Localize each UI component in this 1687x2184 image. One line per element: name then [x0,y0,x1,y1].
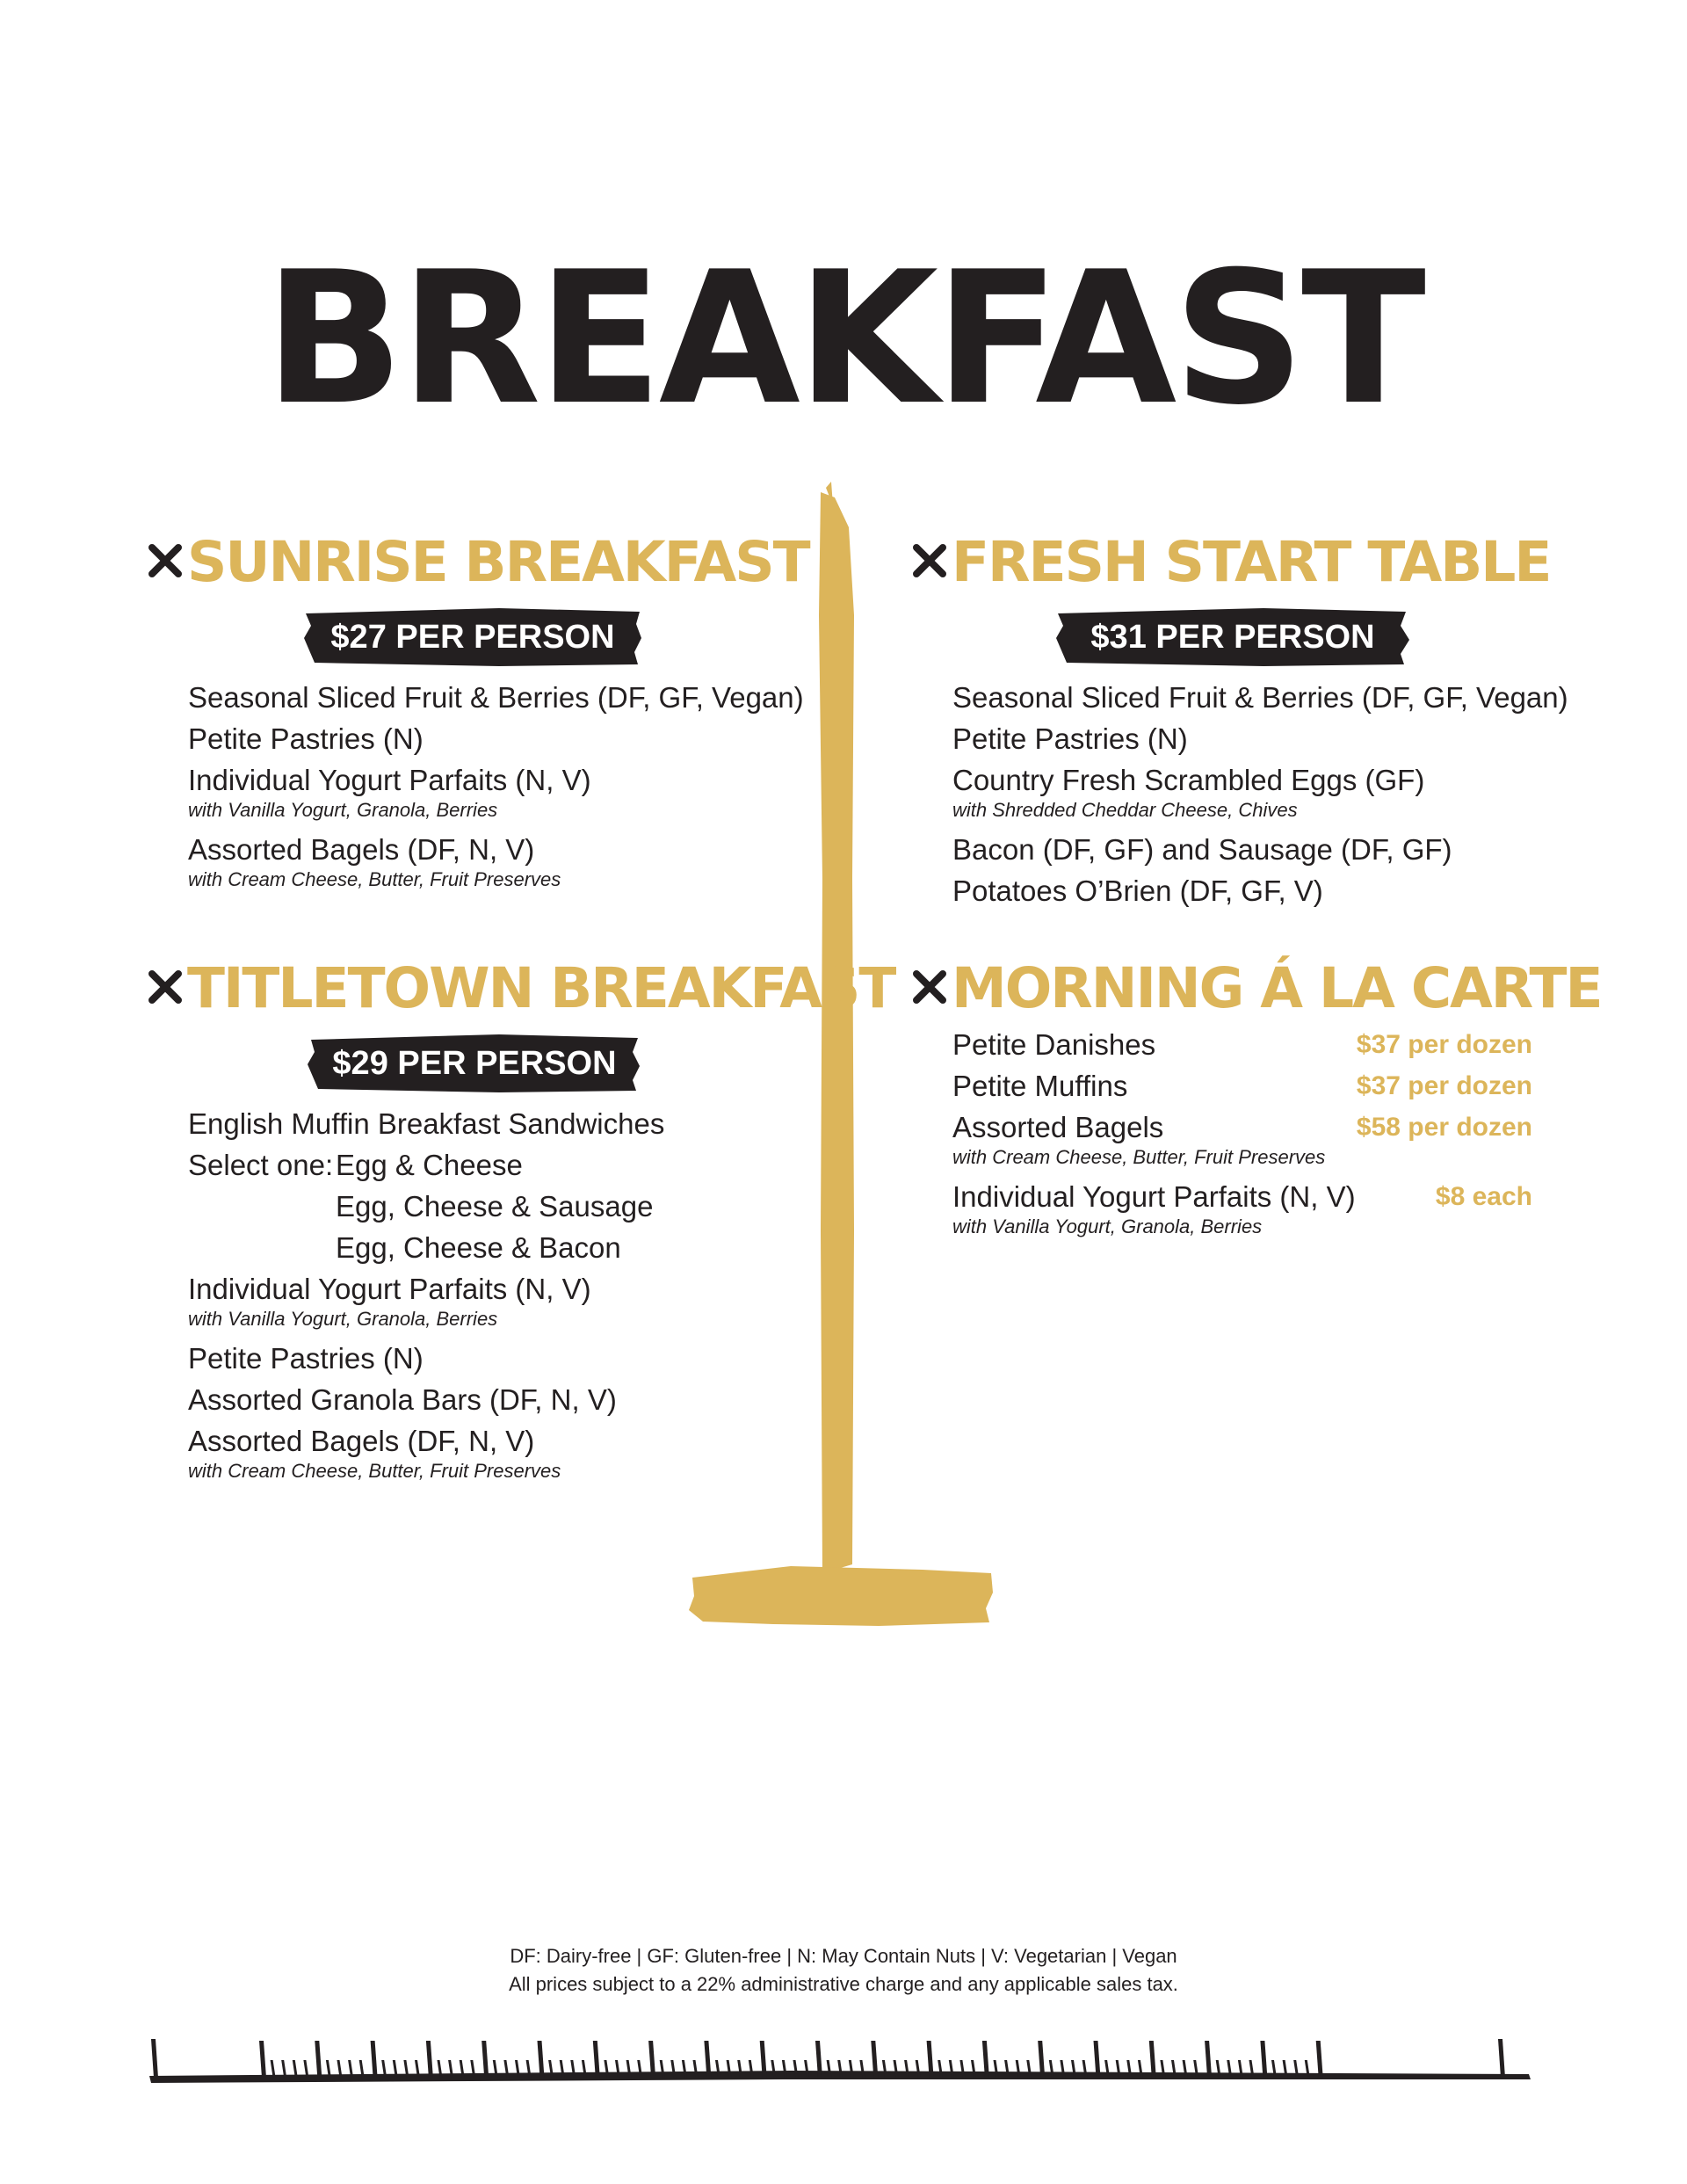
select-label: Select one: [188,1149,334,1181]
menu-item: Petite Pastries (N) [188,722,424,755]
item-description: with Cream Cheese, Butter, Fruit Preserves [188,1460,561,1482]
section-sunrise [148,527,815,898]
item-list [188,1103,815,1486]
section-titletown [148,954,895,1490]
item-description: with Cream Cheese, Butter, Fruit Preserves [188,868,561,890]
price-label: $27 PER PERSON [330,619,615,656]
select-one-group [188,1144,815,1268]
price-label: $29 PER PERSON [332,1045,617,1082]
menu-item: Individual Yogurt Parfaits (N, V) [952,1180,1356,1213]
x-icon [912,969,947,1005]
item-description: with Vanilla Yogurt, Granola, Berries [952,1215,1263,1237]
footer [0,1942,1687,1999]
item-price: $8 each [1435,1182,1532,1211]
price-badge [148,606,815,668]
menu-item: Petite Pastries (N) [952,722,1188,755]
menu-item: Assorted Granola Bars (DF, N, V) [188,1383,617,1416]
menu-item: Country Fresh Scrambled Eggs (GF) [952,764,1425,796]
item-description: with Vanilla Yogurt, Granola, Berries [188,1308,498,1330]
section-title: SUNRISE BREAKFAST [187,530,809,594]
x-icon [148,543,183,578]
menu-item: Assorted Bagels (DF, N, V) [188,833,535,866]
menu-item-row [952,1176,1532,1217]
item-list [952,677,1580,911]
price-badge [148,1033,815,1094]
x-icon [148,969,183,1005]
menu-item: Seasonal Sliced Fruit & Berries (DF, GF, Vegan) [952,681,1568,714]
menu-item: Individual Yogurt Parfaits (N, V) [188,1273,591,1305]
section-title: TITLETOWN BREAKFAST [187,956,895,1020]
menu-item: Individual Yogurt Parfaits (N, V) [188,764,591,796]
page-title: BREAKFAST [264,233,1423,446]
menu-item: Assorted Bagels [952,1111,1164,1143]
menu-item: Petite Danishes [952,1028,1156,1061]
dietary-legend: DF: Dairy-free | GF: Gluten-free | N: May Contain Nuts | V: Vegetarian | Vegan [510,1945,1177,1967]
option-item: Egg, Cheese & Sausage [336,1190,654,1223]
item-list [188,677,815,895]
menu-item: Seasonal Sliced Fruit & Berries (DF, GF, Vegan) [188,681,804,714]
price-badge [912,606,1580,668]
option-item: Egg, Cheese & Bacon [336,1231,621,1264]
menu-item: Petite Pastries (N) [188,1342,424,1375]
menu-item: English Muffin Breakfast Sandwiches [188,1107,665,1140]
menu-item: Assorted Bagels (DF, N, V) [188,1425,535,1457]
item-price: $37 per dozen [1356,1071,1532,1100]
menu-item-row [952,1024,1532,1065]
section-a-la-carte [912,954,1602,1245]
yardline-ruler [0,2021,1687,2092]
price-label: $31 PER PERSON [1090,619,1375,656]
menu-item-row [952,1107,1532,1148]
item-list [952,1024,1580,1242]
menu-item-row [952,1065,1532,1107]
item-description: with Cream Cheese, Butter, Fruit Preserves [952,1146,1326,1168]
item-description: with Vanilla Yogurt, Granola, Berries [188,799,498,821]
menu-item: Potatoes O’Brien (DF, GF, V) [952,874,1323,907]
item-description: with Shredded Cheddar Cheese, Chives [952,799,1298,821]
item-price: $58 per dozen [1356,1113,1532,1142]
pricing-note: All prices subject to a 22% administrative charge and any applicable sales tax. [509,1973,1178,1995]
x-icon [912,543,947,578]
section-title: MORNING Á LA CARTE [952,956,1602,1020]
section-fresh-start [912,527,1580,911]
menu-item: Bacon (DF, GF) and Sausage (DF, GF) [952,833,1452,866]
section-title: FRESH START TABLE [952,530,1551,594]
option-item: Egg & Cheese [336,1149,523,1181]
item-price: $37 per dozen [1356,1030,1532,1059]
menu-item: Petite Muffins [952,1070,1128,1102]
